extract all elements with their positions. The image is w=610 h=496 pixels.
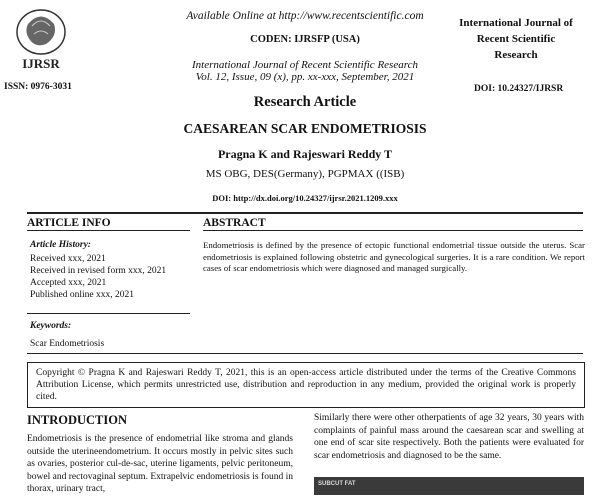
journal-volume: Vol. 12, Issue, 09 (x), pp. xx-xxx, September, 2021 [195,71,415,83]
history-label: Article History: [30,240,91,250]
journal-box-line: Research [494,49,538,61]
journal-box-line: Recent Scientific [476,33,556,45]
image-label: SUBCUT FAT [318,481,356,487]
article-type: Research Article [253,94,357,110]
doi-header: DOI: 10.24327/IJRSR [474,84,564,94]
coden: CODEN: IJRSFP (USA) [250,34,360,45]
journal-title-box [451,15,581,63]
article-info-heading: ARTICLE INFO [27,217,111,229]
history-list [30,253,200,301]
divider [27,313,190,314]
introduction-column-2: Similarly there were other otherpatients of age 32 years, 30 years with complaints of painful mass around the caesarean scar and swelling at one end of scar site respectively. Both the patients were evaluated for scar endometriosis and diagnosed to be the same. [314,413,584,461]
history-item: Received in revised form xxx, 2021 [30,266,167,276]
keywords: Scar Endometriosis [30,339,105,349]
journal-box-line: International Journal of [459,17,573,29]
abstract-heading: ABSTRACT [203,217,266,229]
history-item: Accepted xxx, 2021 [30,278,107,288]
author-qualifications: MS OBG, DES(Germany), PGPMAX ((ISB) [205,168,405,180]
divider [203,230,583,231]
article-authors: Pragna K and Rajeswari Reddy T [217,147,393,161]
history-item: Received xxx, 2021 [30,254,106,264]
introduction-column-1: Endometriosis is the presence of endometrial like stroma and glands outside the uterineendometrium. It occurs mostly in pelvic sites such as ovaries, posterior cul-de-sac, uterine ligaments, pelvic peritoneum, bowel and rectovaginal septum. Extrapelvic endometriosis is found in thorax, urinary tract, [27,434,293,494]
divider [27,353,583,354]
keywords-label: Keywords: [30,321,72,331]
divider [27,230,190,231]
issn: ISSN: 0976-3031 [4,82,72,92]
divider [27,212,583,214]
copyright-text: Copyright © Pragna K and Rajeswari Reddy T, 2021, this is an open-access article distributed under the terms of the Creative Commons Attribution License, which permits unrestricted use, distribution and reproduction in any medium, provided the original work is properly cited. [36,368,576,402]
introduction-heading: INTRODUCTION [27,413,128,427]
article-doi[interactable]: DOI: http://dx.doi.org/10.24327/ijrsr.2021.1209.xxx [212,193,398,203]
abstract-text: Endometriosis is defined by the presence of ectopic functional endometrial tissue outside the uterus. Scar endometriosis is explained following obstetric and gynecological surgeries. It is a rare condition. We report cases of scar endometriosis which were diagnosed and managed surgically. [203,240,585,273]
logo-text: IJRSR [22,56,60,71]
available-online[interactable]: Available Online at http://www.recentscientific.com [186,10,424,22]
journal-name: International Journal of Recent Scientific Research [192,59,418,71]
article-title: CAESAREAN SCAR ENDOMETRIOSIS [183,121,427,136]
history-item: Published online xxx, 2021 [30,290,134,300]
